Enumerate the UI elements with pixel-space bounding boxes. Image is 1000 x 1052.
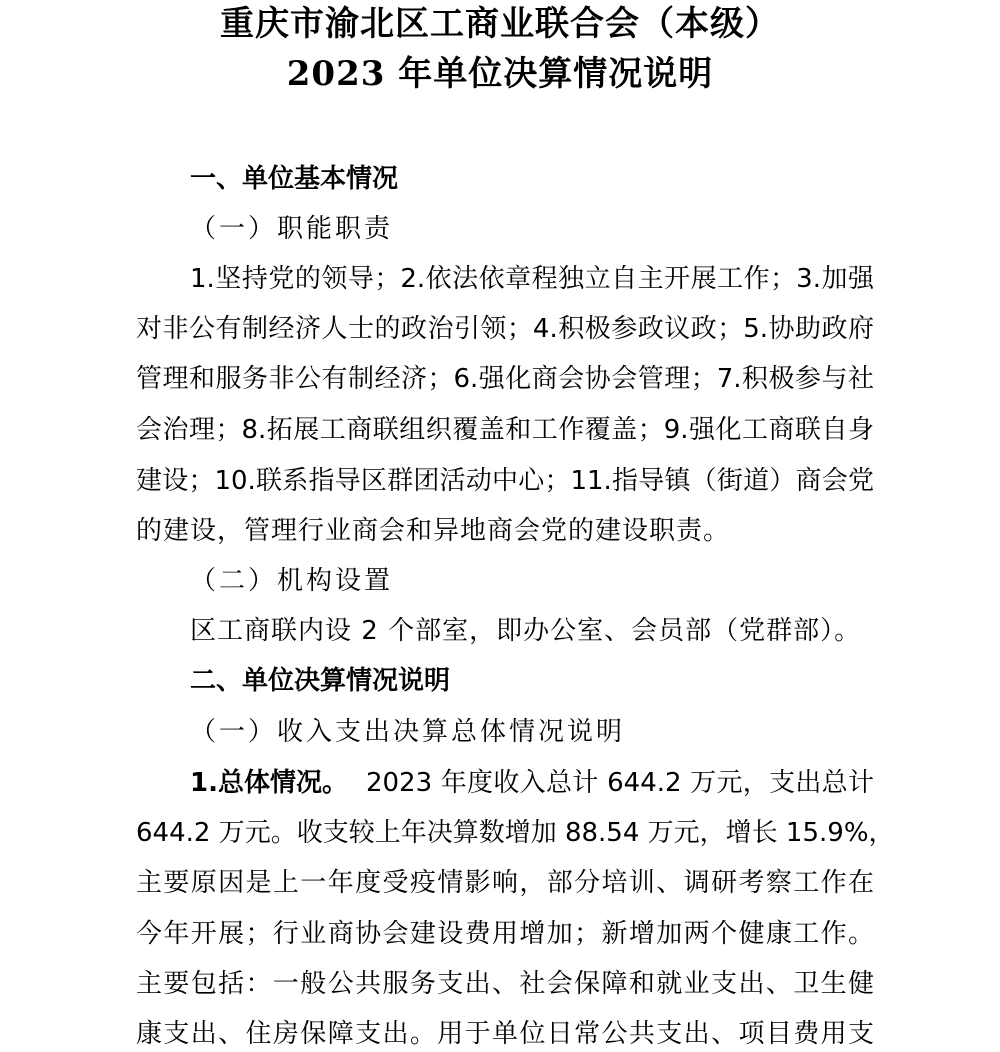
overall-paragraph-line: 主要原因是上一年度受疫情影响，部分培训、调研考察工作在 xyxy=(136,868,874,898)
duties-paragraph-line: 的建设，管理行业商会和异地商会党的建设职责。 xyxy=(136,516,731,546)
overall-first-line-text: 2023 年度收入总计 644.2 万元，支出总计 xyxy=(365,768,874,798)
duties-paragraph-line: 会治理；8.拓展工商联组织覆盖和工作覆盖；9.强化工商联自身 xyxy=(136,415,874,445)
overall-paragraph-line: 主要包括：一般公共服务支出、社会保障和就业支出、卫生健 xyxy=(136,969,874,999)
document-title-line-2: 2023 年单位决算情况说明 xyxy=(286,54,714,94)
subsection-duties-heading: （一）职能职责 xyxy=(190,214,394,244)
duties-paragraph-line: 建设；10.联系指导区群团活动中心；11.指导镇（街道）商会党 xyxy=(136,466,874,496)
subsection-budget-heading: （一）收入支出决算总体情况说明 xyxy=(190,717,626,747)
overall-label: 1.总体情况。 xyxy=(190,768,348,798)
org-paragraph: 区工商联内设 2 个部室，即办公室、会员部（党群部）。 xyxy=(190,616,862,646)
section-1-heading: 一、单位基本情况 xyxy=(190,164,399,194)
duties-paragraph-line: 1.坚持党的领导；2.依法依章程独立自主开展工作；3.加强 xyxy=(190,264,874,294)
overall-paragraph-line: 今年开展；行业商协会建设费用增加；新增加两个健康工作。 xyxy=(136,919,874,949)
overall-paragraph-line: 康支出、住房保障支出。用于单位日常公共支出、项目费用支 xyxy=(136,1019,874,1049)
duties-paragraph-line: 管理和服务非公有制经济；6.强化商会协会管理；7.积极参与社 xyxy=(136,364,874,394)
duties-paragraph-line: 对非公有制经济人士的政治引领；4.积极参政议政；5.协助政府 xyxy=(136,314,874,344)
overall-paragraph-line: 644.2 万元。收支较上年决算数增加 88.54 万元，增长 15.9%， xyxy=(136,818,895,848)
section-2-heading: 二、单位决算情况说明 xyxy=(190,666,451,696)
document-title-line-1: 重庆市渝北区工商业联合会（本级） xyxy=(220,4,780,44)
overall-paragraph-first-line xyxy=(190,766,874,800)
subsection-org-heading: （二）机构设置 xyxy=(190,566,394,596)
